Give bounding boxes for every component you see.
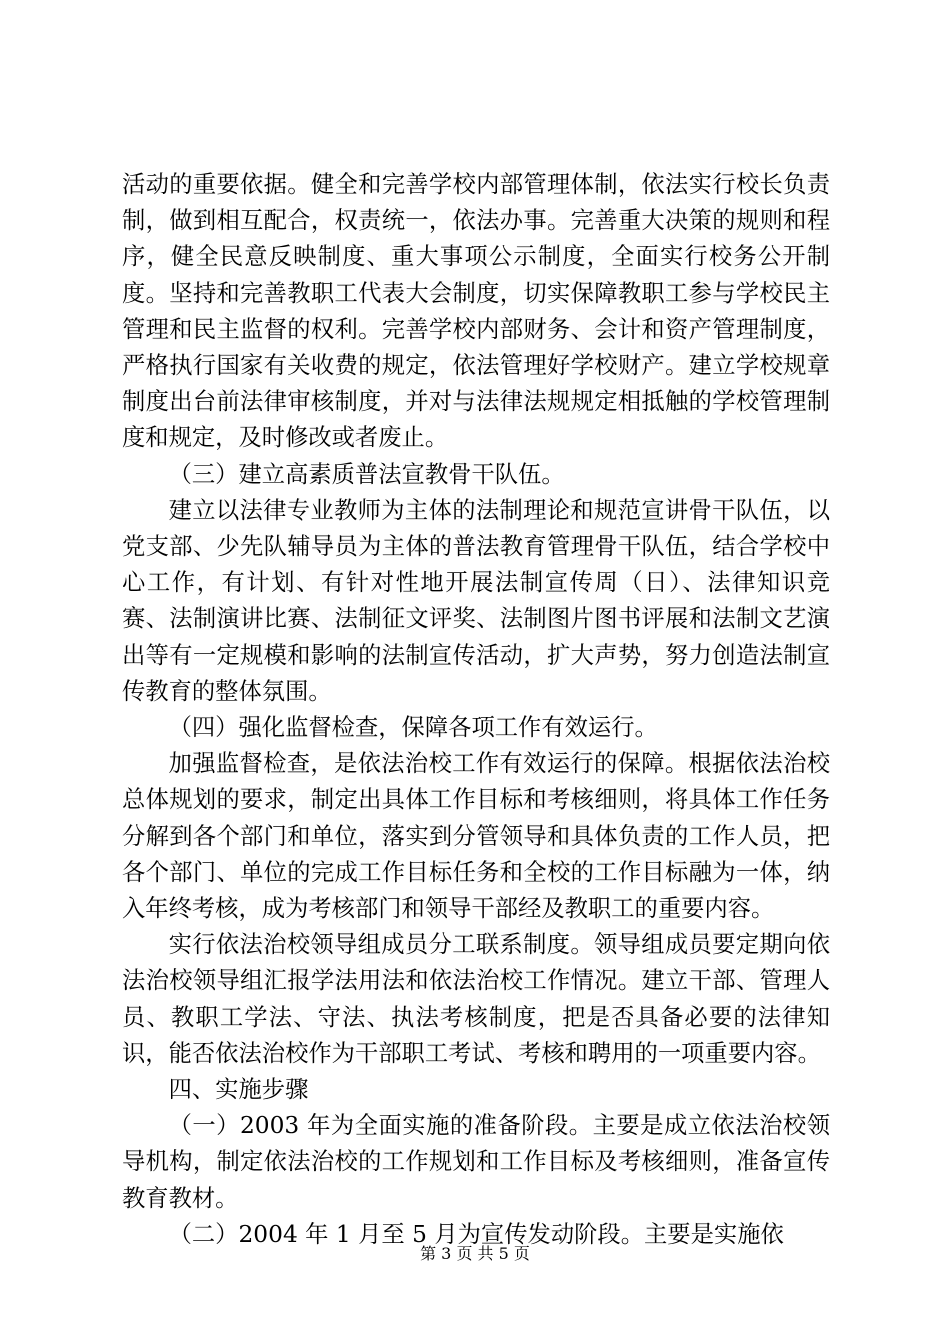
document-body xyxy=(122,167,830,1253)
section-heading-steps: 四、实施步骤 xyxy=(168,1076,309,1104)
section-heading-4: （四）强化监督检查，保障各项工作有效运行。 xyxy=(168,714,658,742)
paragraph: 实行依法治校领导组成员分工联系制度。领导组成员要定期向依法治校领导组汇报学法用法和依法治校工作情况。建立干部、管理人员、教职工学法、守法、执法考核制度，把是否具备必要的法律知识，能否依法治校作为干部职工考试、考核和聘用的一项重要内容。 xyxy=(122,931,830,1067)
paragraph-step-2: （二）2004 年 1 月至 5 月为宣传发动阶段。主要是实施依 xyxy=(168,1220,784,1248)
section-heading-3: （三）建立高素质普法宣教骨干队伍。 xyxy=(168,460,565,488)
paragraph-continued: 活动的重要依据。健全和完善学校内部管理体制，依法实行校长负责制，做到相互配合，权责统一，依法办事。完善重大决策的规则和程序，健全民意反映制度、重大事项公示制度，全面实行校务公开制度。坚持和完善教职工代表大会制度，切实保障教职工参与学校民主管理和民主监督的权利。完善学校内部财务、会计和资产管理制度，严格执行国家有关收费的规定，依法管理好学校财产。建立学校规章制度出台前法律审核制度，并对与法律法规规定相抵触的学校管理制度和规定，及时修改或者废止。 xyxy=(122,171,830,452)
paragraph: 建立以法律专业教师为主体的法制理论和规范宣讲骨干队伍，以党支部、少先队辅导员为主体的普法教育管理骨干队伍，结合学校中心工作，有计划、有针对性地开展法制宣传周（日）、法律知识竞赛、法制演讲比赛、法制征文评奖、法制图片图书评展和法制文艺演出等有一定规模和影响的法制宣传活动，扩大声势，努力创造法制宣传教育的整体氛围。 xyxy=(122,496,830,705)
paragraph: 加强监督检查，是依法治校工作有效运行的保障。根据依法治校总体规划的要求，制定出具体工作目标和考核细则，将具体工作任务分解到各个部门和单位，落实到分管领导和具体负责的工作人员，把各个部门、单位的完成工作目标任务和全校的工作目标融为一体，纳入年终考核，成为考核部门和领导干部经及教职工的重要内容。 xyxy=(122,750,830,923)
page-number-footer: 第 3 页 共 5 页 xyxy=(420,1244,530,1263)
paragraph-step-1: （一）2003 年为全面实施的准备阶段。主要是成立依法治校领导机构，制定依法治校的工作规划和工作目标及考核细则，准备宣传教育教材。 xyxy=(122,1112,830,1212)
